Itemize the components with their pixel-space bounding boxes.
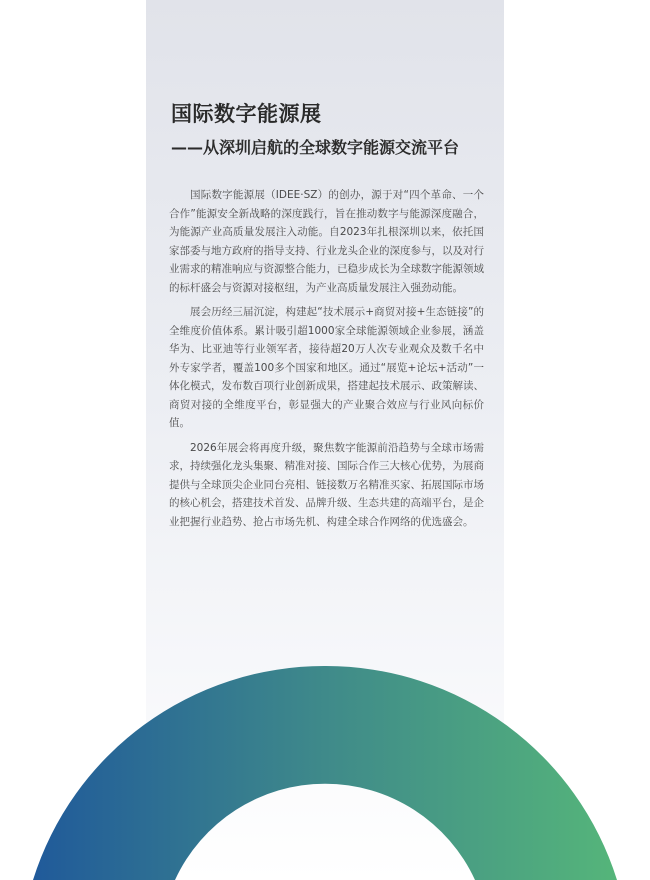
paragraph-intro: 国际数字能源展（IDEE·SZ）的创办，源于对“四个革命、一个合作”能源安全新战略的深度践行，旨在推动数字与能源深度融合，为能源产业高质量发展注入动能。自2023年扎根深圳以来，依托国家部委与地方政府的指导支持、行业龙头企业的深度参与，以及对行业需求的精准响应与资源整合能力，已稳步成长为全球数字能源领域的标杆盛会与资源对接枢纽，为产业高质量发展注入强劲动能。 bbox=[169, 189, 484, 294]
paragraph-history: 展会历经三届沉淀，构建起“技术展示+商贸对接+生态链接”的全维度价值体系。累计吸引超1000家全球能源领域企业参展，涵盖华为、比亚迪等行业领军者，接待超20万人次专业观众及数千名中外专家学者，覆盖100多个国家和地区。通过“展览+论坛+活动”一体化模式，发布数百项行业创新成果，搭建起技术展示、政策解读、商贸对接的全维度平台，彰显强大的产业聚合效应与行业风向标价值。 bbox=[169, 306, 484, 429]
arc-ring bbox=[33, 666, 617, 880]
paragraph-2026: 2026年展会将再度升级，聚焦数字能源前沿趋势与全球市场需求，持续强化龙头集聚、精准对接、国际合作三大核心优势，为展商提供与全球顶尖企业同台亮相、链接数万名精准买家、拓展国际市场的核心机会，搭建技术首发、品牌升级、生态共建的高端平台，是企业把握行业趋势、抢占市场先机、构建全球合作网络的优选盛会。 bbox=[169, 441, 484, 528]
page-subtitle: ——从深圳启航的全球数字能源交流平台 bbox=[171, 138, 460, 157]
page-title: 国际数字能源展 bbox=[171, 102, 322, 126]
